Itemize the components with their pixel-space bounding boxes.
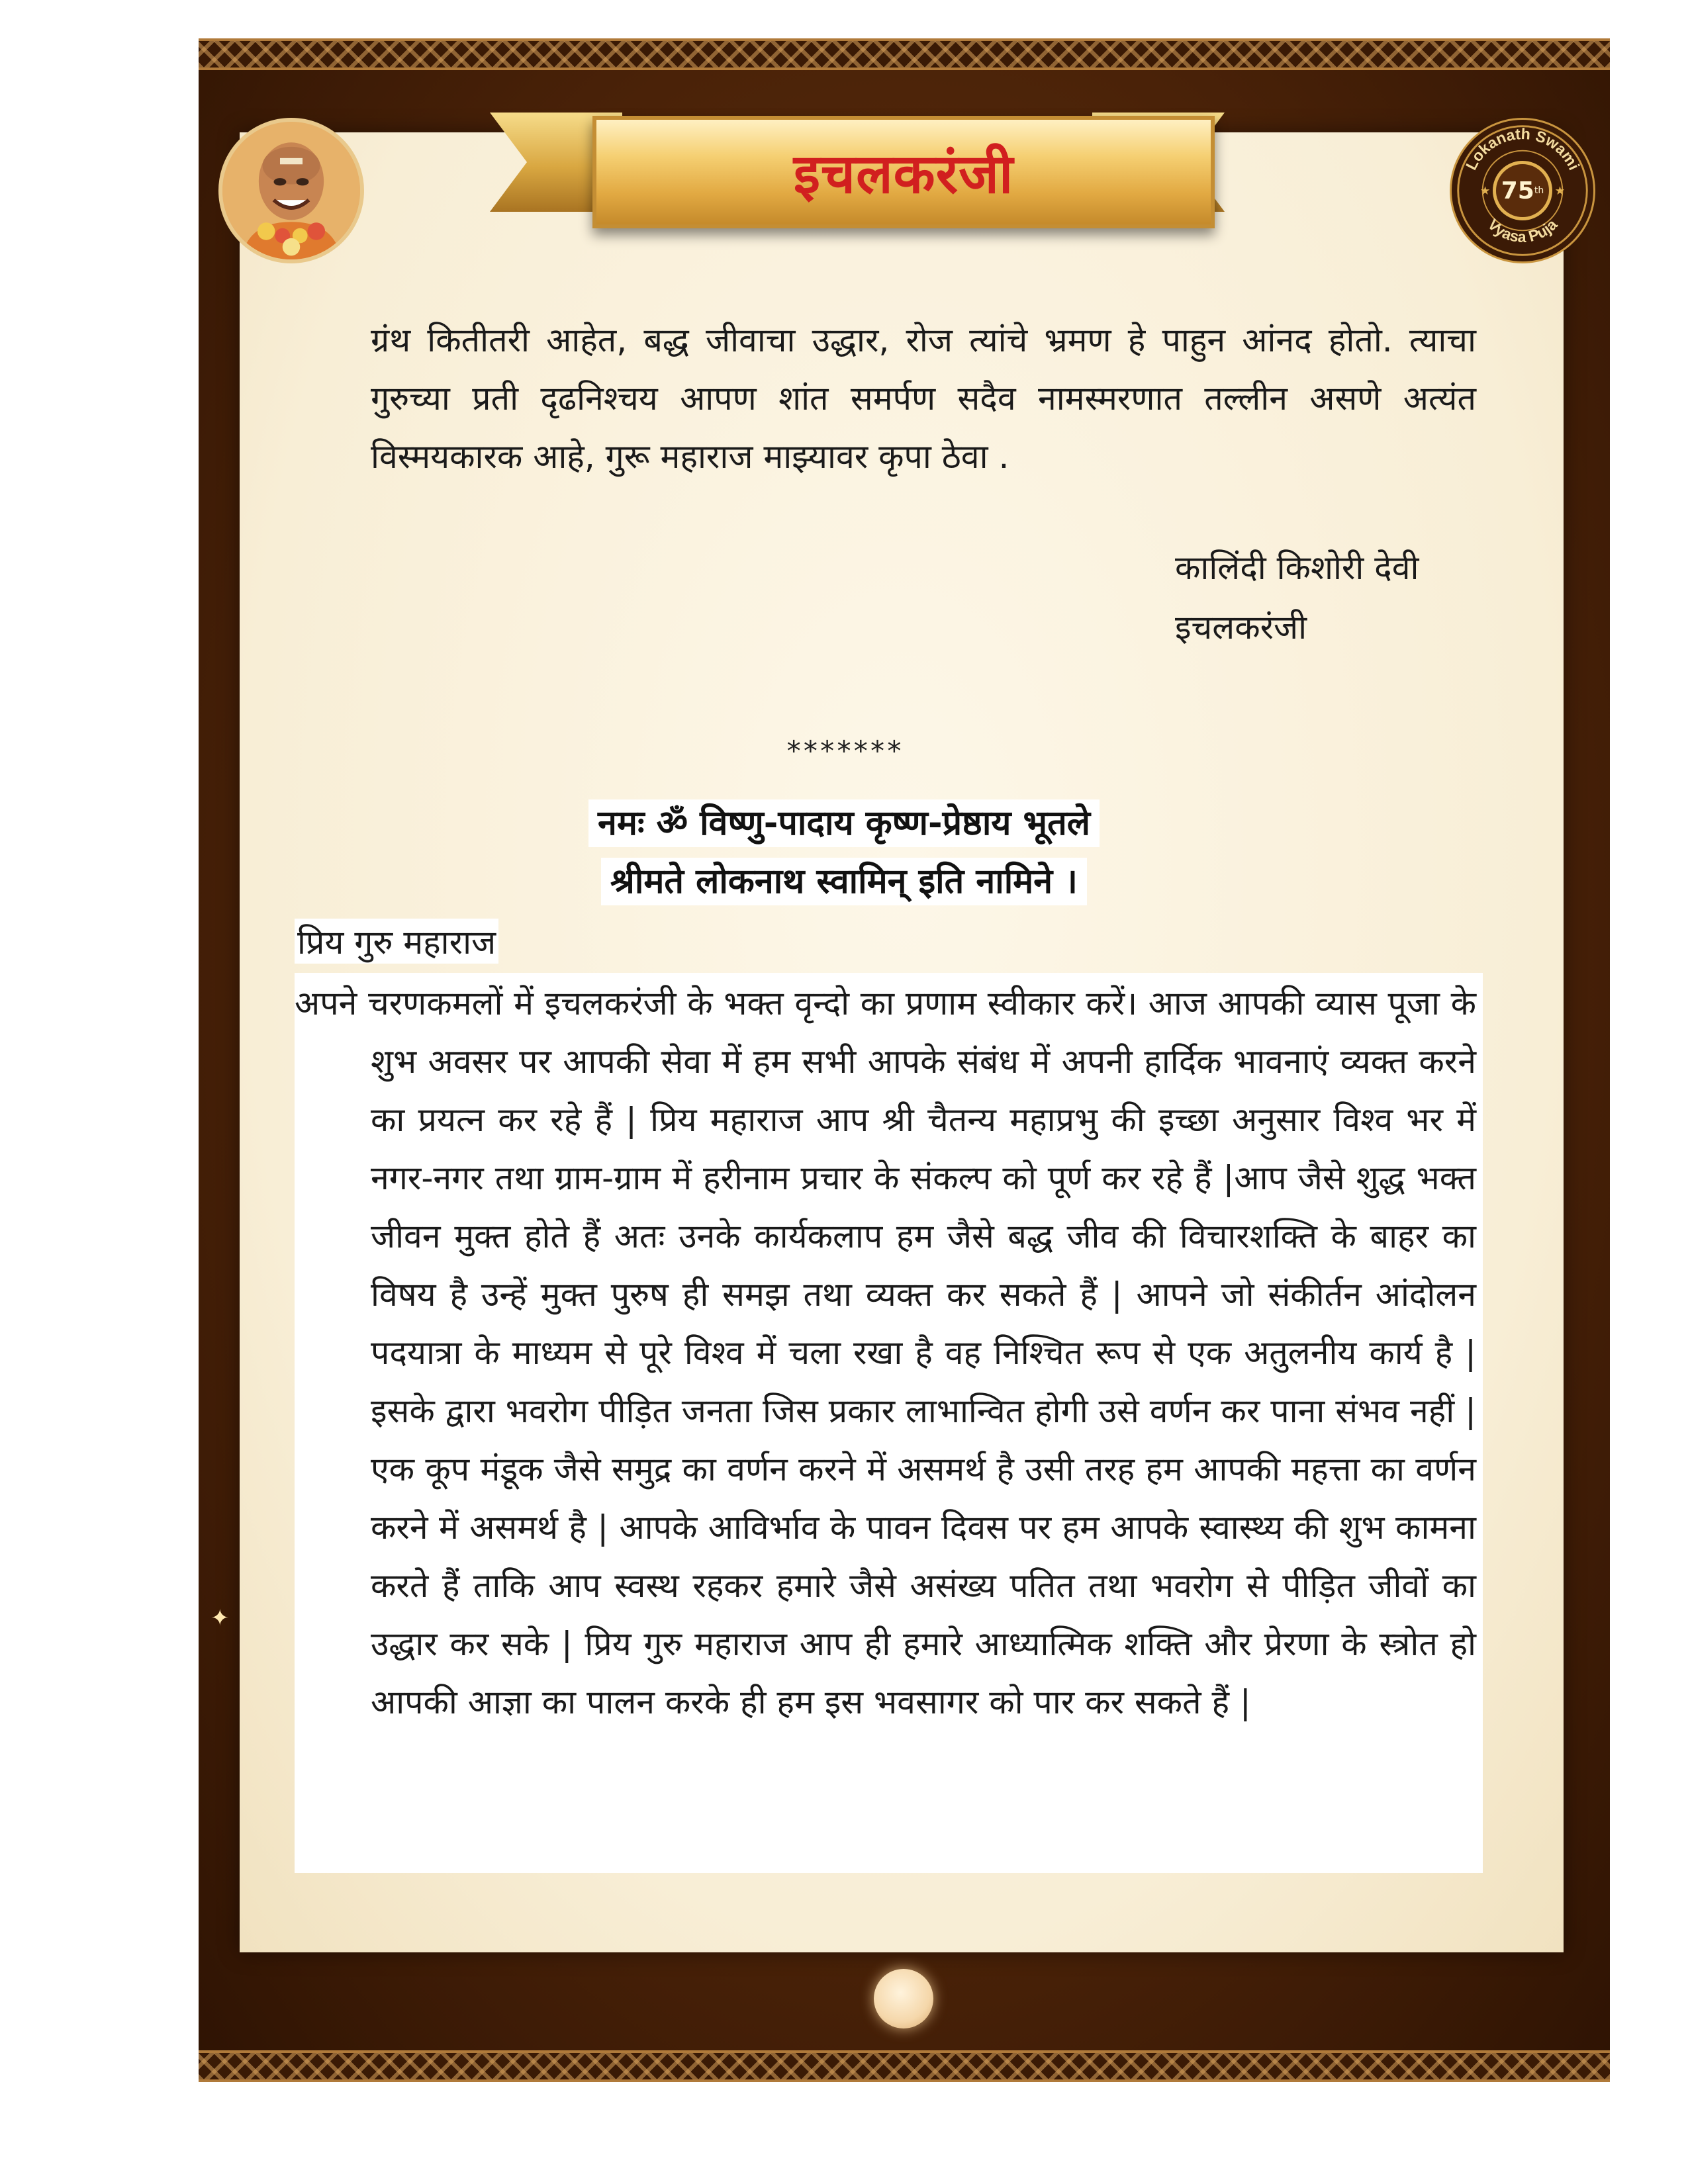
mantra-line-2-text: श्रीमते लोकनाथ स्वामिन् इति नामिने ।	[601, 858, 1087, 905]
salutation: प्रिय गुरु महाराज	[295, 919, 498, 964]
top-ornamental-border	[199, 38, 1610, 70]
emblem-superscript: th	[1534, 185, 1544, 196]
emblem-top-text: Lokanath Swami	[1462, 124, 1583, 173]
emblem-star-right: ★	[1554, 184, 1566, 198]
title-ribbon	[592, 116, 1215, 228]
guru-portrait	[218, 118, 364, 263]
section-separator: *******	[785, 735, 903, 767]
mantra-line-2	[0, 856, 1688, 903]
mantra-line-1	[0, 798, 1688, 845]
mantra-line-1-text: नमः ॐ विष्णु-पादाय कृष्ण-प्रेष्ठाय भूतले	[588, 799, 1100, 847]
emblem-star-left: ★	[1479, 184, 1491, 198]
emblem-number: 75	[1501, 177, 1534, 205]
signature-name: कालिंदी किशोरी देवी	[1175, 549, 1419, 587]
bottom-ornamental-border	[199, 2050, 1610, 2082]
emblem-badge	[1493, 161, 1552, 220]
bottom-ornament	[874, 1969, 933, 2028]
vyasa-puja-emblem	[1450, 118, 1595, 263]
portrait-illustration	[222, 122, 360, 259]
sparkle-icon: ✦	[211, 1605, 230, 1631]
hindi-message: अपने चरणकमलों में इचलकरंजी के भक्त वृन्दो का प्रणाम स्वीकार करें। आज आपकी व्यास पूजा के शुभ अवसर पर आपकी सेवा में हम सभी आपके संबंध में अपनी हार्दिक भावनाएं व्यक्त करने का प्रयत्न कर रहे हैं | प्रिय महाराज आप श्री चैतन्य महाप्रभु की इच्छा अनुसार विश्व भर में नगर-नगर तथा ग्राम-ग्राम में हरीनाम प्रचार के संकल्प को पूर्ण कर रहे हैं |आप जैसे शुद्ध भक्त जीवन मुक्त होते हैं अतः उनके कार्यकलाप हम जैसे बद्ध जीव की विचारशक्ति के बाहर का विषय है उन्हें मुक्त पुरुष ही समझ तथा व्यक्त कर सकते हैं | आपने जो संकीर्तन आंदोलन पदयात्रा के माध्यम से पूरे विश्व में चला रखा है वह निश्चित रूप से एक अतुलनीय कार्य है | इसके द्वारा भवरोग पीड़ित जनता जिस प्रकार लाभान्वित होगी उसे वर्णन कर पाना संभव नहीं | एक कूप मंडूक जैसे समुद्र का वर्णन करने में असमर्थ है उसी तरह हम आपकी महत्ता का वर्णन करने में असमर्थ है | आपके आविर्भाव के पावन दिवस पर हम आपके स्वास्थ्य की शुभ कामना करते हैं ताकि आप स्वस्थ रहकर हमारे जैसे असंख्य पतित तथा भवरोग से पीड़ित जीवों का उद्धार कर सके | प्रिय गुरु महाराज आप ही हमारे आध्यात्मिक शक्ति और प्रेरणा के स्त्रोत हो आपकी आज्ञा का पालन करके ही हम इस भवसागर को पार कर सकते हैं |	[295, 984, 1476, 1721]
signature-place: इचलकरंजी	[1175, 608, 1307, 647]
page-title: इचलकरंजी	[793, 143, 1014, 206]
emblem-bottom-text: Vyasa Puja	[1484, 215, 1561, 246]
marathi-message: ग्रंथ कितीतरी आहेत, बद्ध जीवाचा उद्धार, रोज त्यांचे भ्रमण हे पाहुन आंनद होतो. त्याचा गुरुच्या प्रती दृढनिश्चय आपण शांत समर्पण सदैव नामस्मरणात तल्लीन असणे अत्यंत विस्मयकारक आहे, गुरू महाराज माझ्यावर कृपा ठेवा .	[371, 321, 1476, 476]
